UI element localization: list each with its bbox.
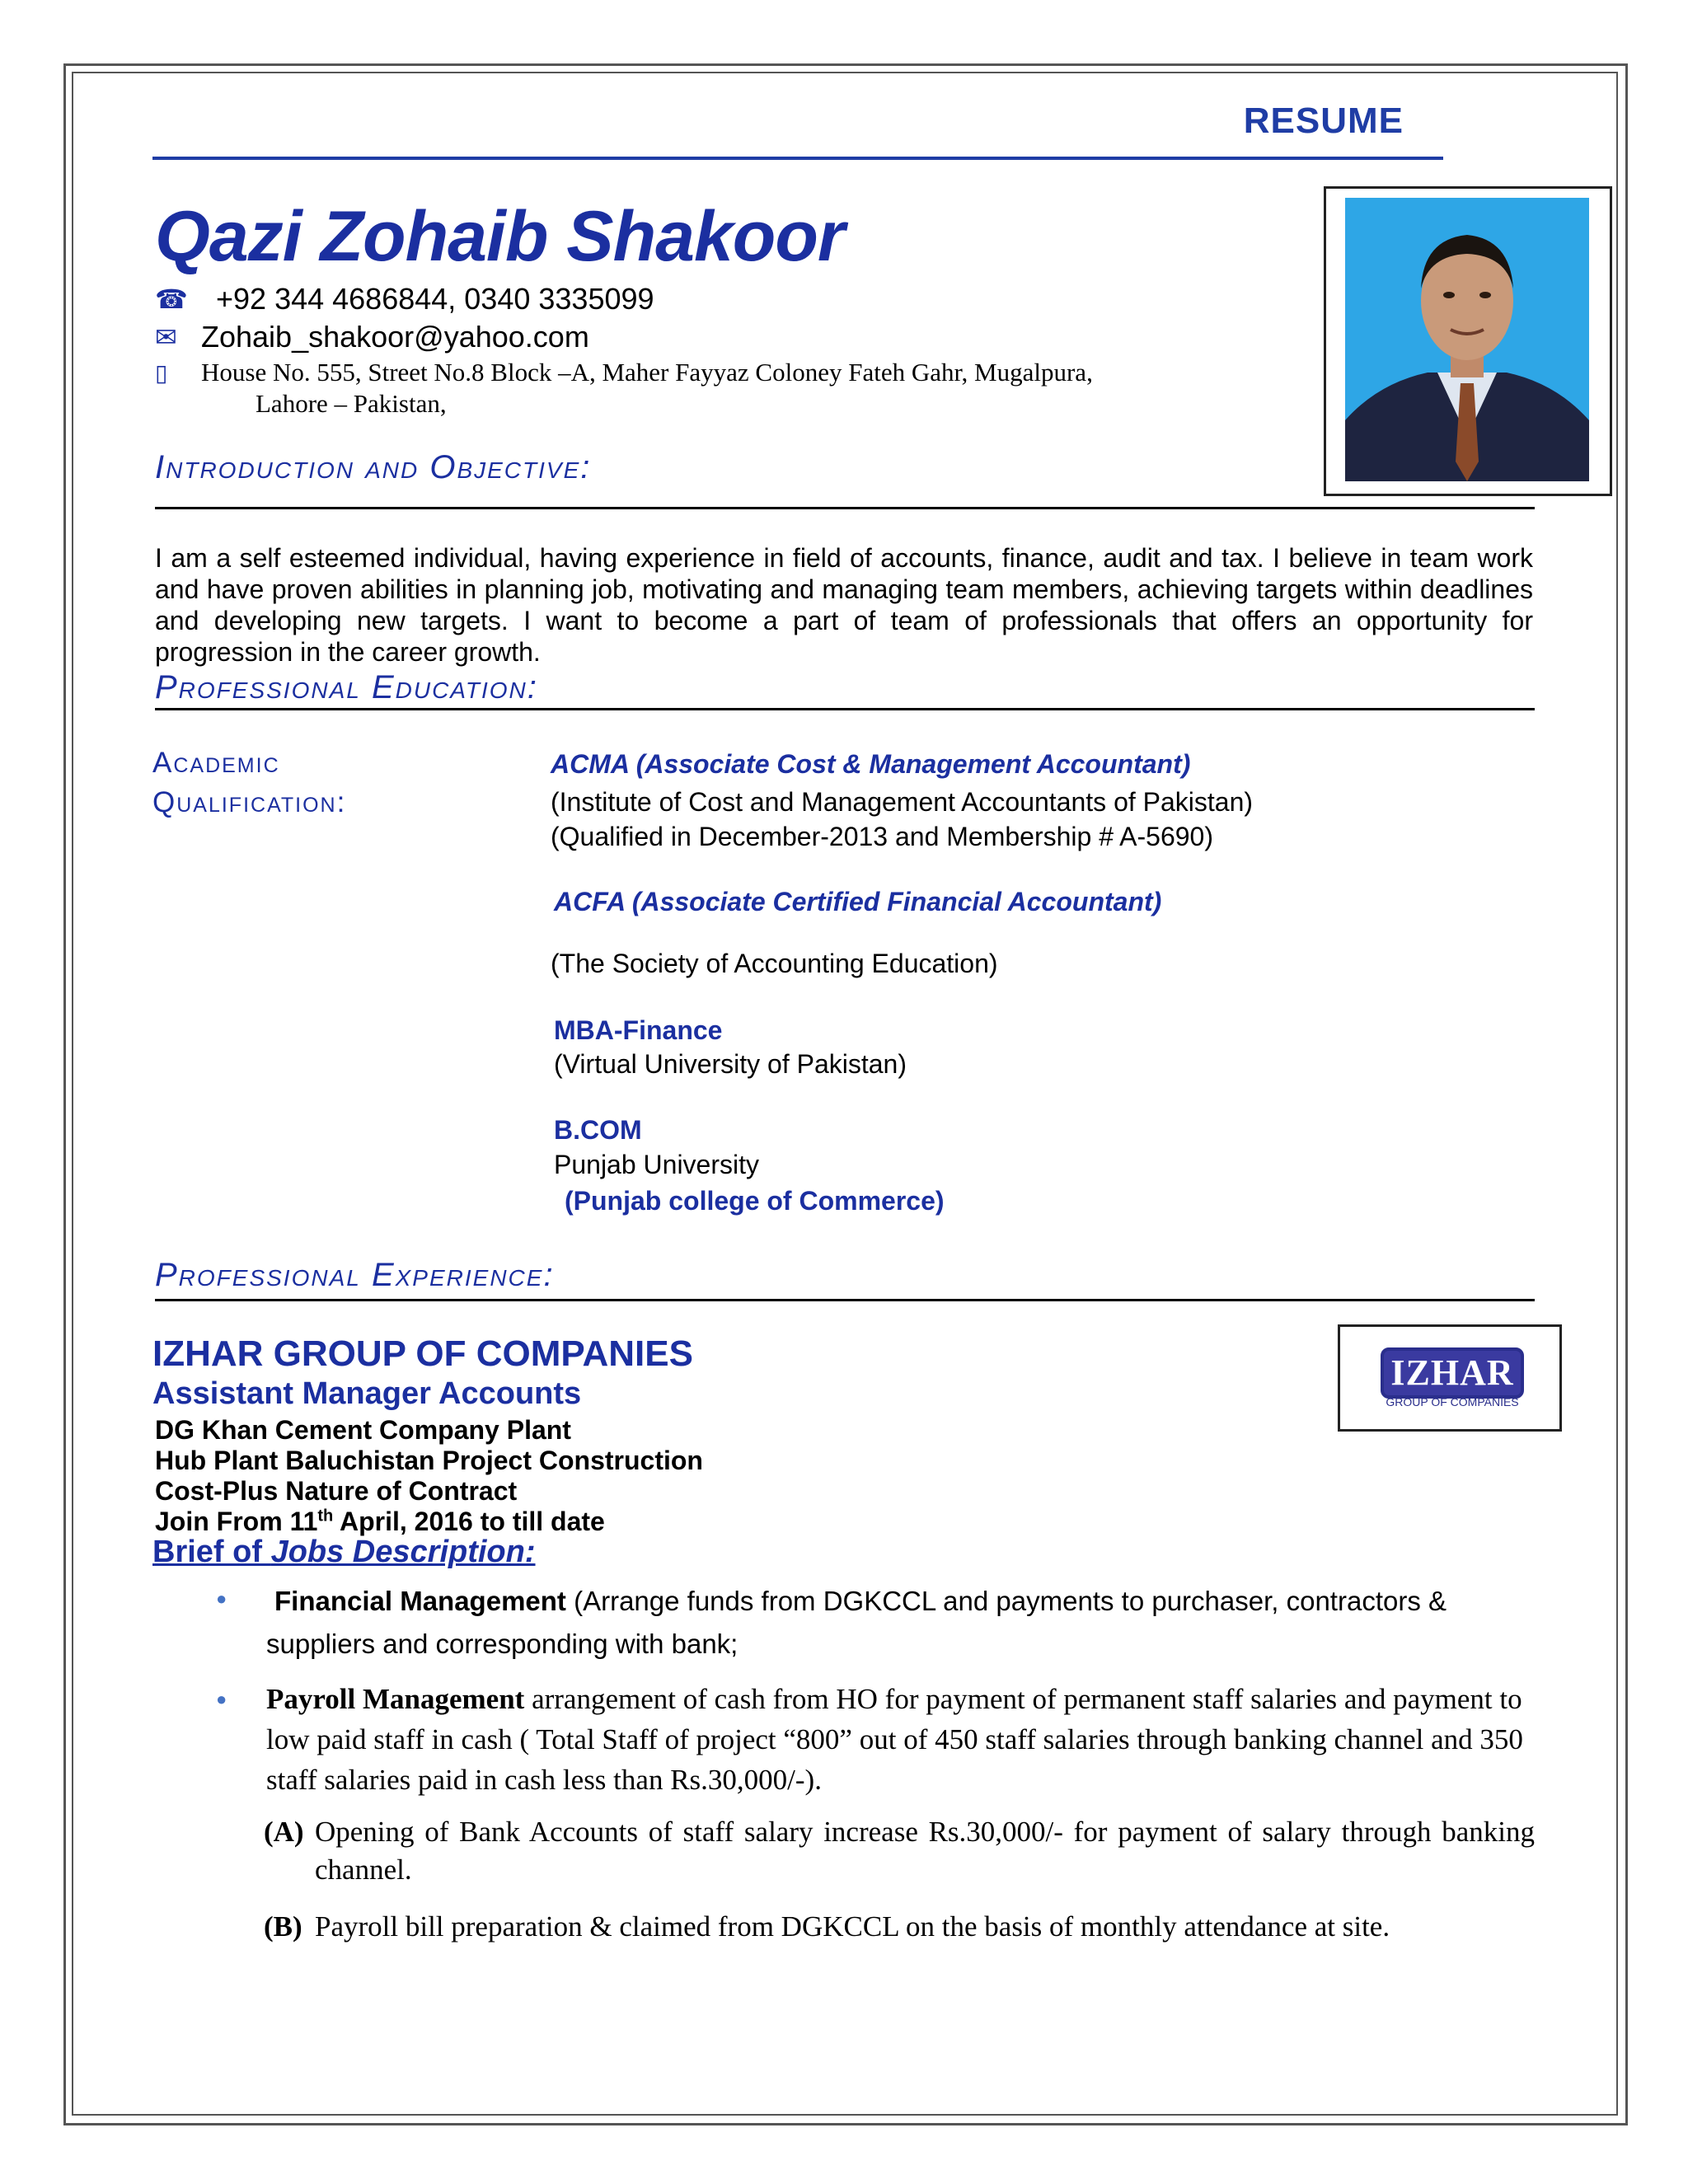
join-suffix: April, 2016 to till date xyxy=(333,1507,605,1536)
resume-label: RESUME xyxy=(1243,101,1404,141)
email-row xyxy=(155,320,589,354)
subpoint-b xyxy=(264,1908,1535,1946)
join-date xyxy=(155,1507,605,1537)
house-icon: ▯ xyxy=(155,359,168,386)
qualification-acma: ACMA (Associate Cost & Management Accountant) xyxy=(551,749,1191,779)
profile-photo xyxy=(1345,198,1589,481)
qualification-institute: Punjab University xyxy=(554,1150,759,1179)
bullet-text: (Arrange funds from DGKCCL and payments to purchaser, contractors & suppliers and corresponding with bank; xyxy=(266,1586,1447,1659)
subpoint-text: Payroll bill preparation & claimed from DGKCCL on the basis of monthly attendance at site. xyxy=(315,1910,1390,1943)
section-title-education: Professional Education: xyxy=(155,669,538,705)
subpoint-label: (B) xyxy=(264,1910,302,1943)
address-row xyxy=(155,358,1093,387)
experience-detail: Hub Plant Baluchistan Project Construction xyxy=(155,1446,703,1475)
section-rule xyxy=(155,507,1535,509)
subpoint-text: Opening of Bank Accounts of staff salary increase Rs.30,000/- for payment of salary through banking channel. xyxy=(315,1816,1535,1886)
company-logo-subtitle: GROUP OF COMPANIES xyxy=(1386,1395,1519,1408)
qualification-bcom: B.COM xyxy=(554,1115,642,1145)
bullet-bold: Payroll Management xyxy=(266,1683,525,1715)
phone-icon: ☎ xyxy=(155,284,188,314)
section-rule xyxy=(155,1299,1535,1301)
brief-prefix: Brief of xyxy=(152,1535,271,1569)
envelope-icon: ✉ xyxy=(155,322,177,352)
qualification-college: (Punjab college of Commerce) xyxy=(565,1186,945,1216)
introduction-text: I am a self esteemed individual, having experience in field of accounts, finance, audit and tax. I believe in team work and have proven abilities in planning job, motivating and managing team members, achieving targets within deadlines and developing new targets. I want to become a part of team of professionals that offers an opportunity for progression in the career growth. xyxy=(155,543,1533,667)
position-title: Assistant Manager Accounts xyxy=(152,1376,582,1411)
qualification-institute: (Virtual University of Pakistan) xyxy=(554,1049,907,1079)
qualification-acfa: ACFA (Associate Certified Financial Accountant) xyxy=(554,887,1162,916)
brief-heading xyxy=(152,1535,536,1570)
qualification-note: (Qualified in December-2013 and Membership # A-5690) xyxy=(551,822,1213,851)
resume-rule xyxy=(152,157,1443,160)
experience-detail: DG Khan Cement Company Plant xyxy=(155,1415,571,1445)
join-sup: th xyxy=(317,1507,334,1526)
qualification-institute: (The Society of Accounting Education) xyxy=(551,949,998,978)
section-rule xyxy=(155,708,1535,710)
portrait-illustration xyxy=(1345,198,1589,481)
qualification-institute: (Institute of Cost and Management Accountants of Pakistan) xyxy=(551,787,1254,817)
subpoint-label: (A) xyxy=(264,1816,304,1848)
phone-number: +92 344 4686844, 0340 3335099 xyxy=(216,282,654,316)
label-line: Qualification: xyxy=(152,786,347,818)
bullet-bold: Financial Management xyxy=(274,1586,566,1616)
job-bullet-financial xyxy=(266,1580,1536,1666)
address-line2: Lahore – Pakistan, xyxy=(256,389,447,418)
subpoint-a xyxy=(264,1813,1535,1889)
job-bullet-payroll xyxy=(266,1679,1536,1800)
section-title-experience: Professional Experience: xyxy=(155,1257,555,1293)
candidate-name: Qazi Zohaib Shakoor xyxy=(155,197,845,276)
brief-italic: Jobs Description: xyxy=(270,1535,536,1569)
phone-row xyxy=(155,282,654,316)
join-prefix: Join From 11 xyxy=(155,1507,318,1536)
section-title-introduction: Introduction and Objective: xyxy=(155,449,592,485)
company-name: IZHAR GROUP OF COMPANIES xyxy=(152,1333,693,1374)
bullet-text: arrangement of cash from HO for payment of permanent staff salaries and payment to low paid staff in cash ( Total Staff of project “800” out of 450 staff salaries through banking channel and 350 staff salaries paid in cash less than Rs.30,000/-). xyxy=(266,1683,1523,1796)
bullet-icon: ● xyxy=(216,1588,227,1609)
company-logo: IZHAR xyxy=(1381,1347,1524,1399)
address-line1: House No. 555, Street No.8 Block –A, Maher Fayyaz Coloney Fateh Gahr, Mugalpura, xyxy=(201,358,1093,387)
experience-detail: Cost-Plus Nature of Contract xyxy=(155,1476,518,1506)
bullet-icon: ● xyxy=(216,1689,227,1709)
label-line: Academic xyxy=(152,747,280,779)
academic-qualification-label xyxy=(152,743,346,823)
qualification-mba: MBA-Finance xyxy=(554,1015,723,1045)
email-address: Zohaib_shakoor@yahoo.com xyxy=(201,320,589,354)
